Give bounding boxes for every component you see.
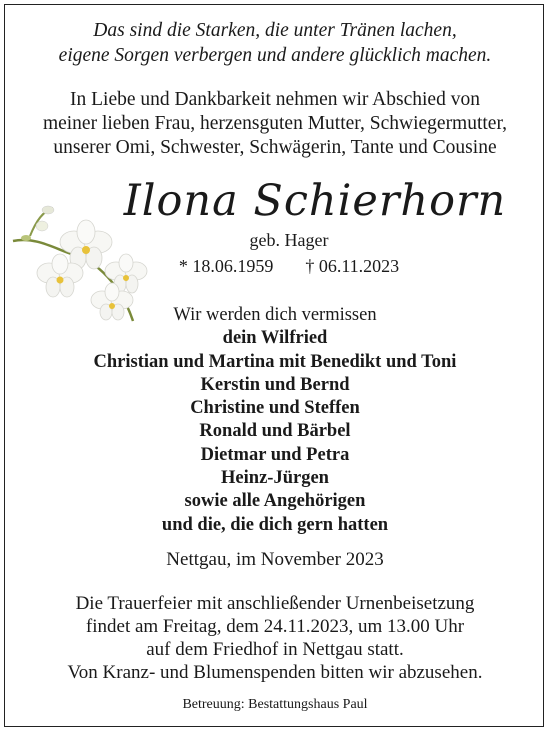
intro-line: meiner lieben Frau, herzensguten Mutter, Schwiegermutter, <box>42 113 508 134</box>
deceased-name: Ilona Schierhorn <box>123 176 507 226</box>
intro-line: In Liebe und Dankbarkeit nehmen wir Abschied von <box>70 89 480 110</box>
mourner-entry: Ronald und Bärbel <box>199 421 351 442</box>
mourner-entry: Heinz-Jürgen <box>221 468 329 489</box>
place-and-date: Nettgau, im November 2023 <box>166 549 384 570</box>
service-line: Von Kranz- und Blumenspenden bitten wir abzusehen. <box>67 662 483 683</box>
service-line: auf dem Friedhof in Nettgau statt. <box>146 639 404 660</box>
maiden-name: geb. Hager <box>249 230 329 250</box>
quote-line: eigene Sorgen verbergen und andere glücklich machen. <box>58 45 492 66</box>
funeral-service-info <box>0 592 550 684</box>
farewell-intro <box>0 88 550 160</box>
service-line: Die Trauerfeier mit anschließender Urnenbeisetzung <box>75 593 475 614</box>
death-date: † 06.11.2023 <box>305 256 400 276</box>
life-dates <box>14 255 550 277</box>
mourner-entry: Christine und Steffen <box>190 398 360 419</box>
mourner-entry: Kerstin und Bernd <box>200 374 350 395</box>
birth-date: * 18.06.1959 <box>178 256 274 276</box>
mourner-entry: und die, die dich gern hatten <box>161 514 389 535</box>
mourner-entry: Dietmar und Petra <box>200 444 350 465</box>
memorial-quote <box>0 18 550 68</box>
mourner-entry: Christian und Martina mit Benedikt und Toni <box>93 351 457 372</box>
mourners-lead: Wir werden dich vermissen <box>173 305 377 325</box>
mourner-entry: sowie alle Angehörigen <box>184 491 366 512</box>
service-line: findet am Freitag, dem 24.11.2023, um 13.00 Uhr <box>85 616 465 637</box>
mourner-entry: dein Wilfried <box>222 328 328 349</box>
quote-line: Das sind die Starken, die unter Tränen lachen, <box>93 20 457 41</box>
intro-line: unserer Omi, Schwester, Schwägerin, Tante und Cousine <box>53 137 497 158</box>
mourners-list <box>0 304 550 537</box>
funeral-home-credit: Betreuung: Bestattungshaus Paul <box>182 697 368 712</box>
